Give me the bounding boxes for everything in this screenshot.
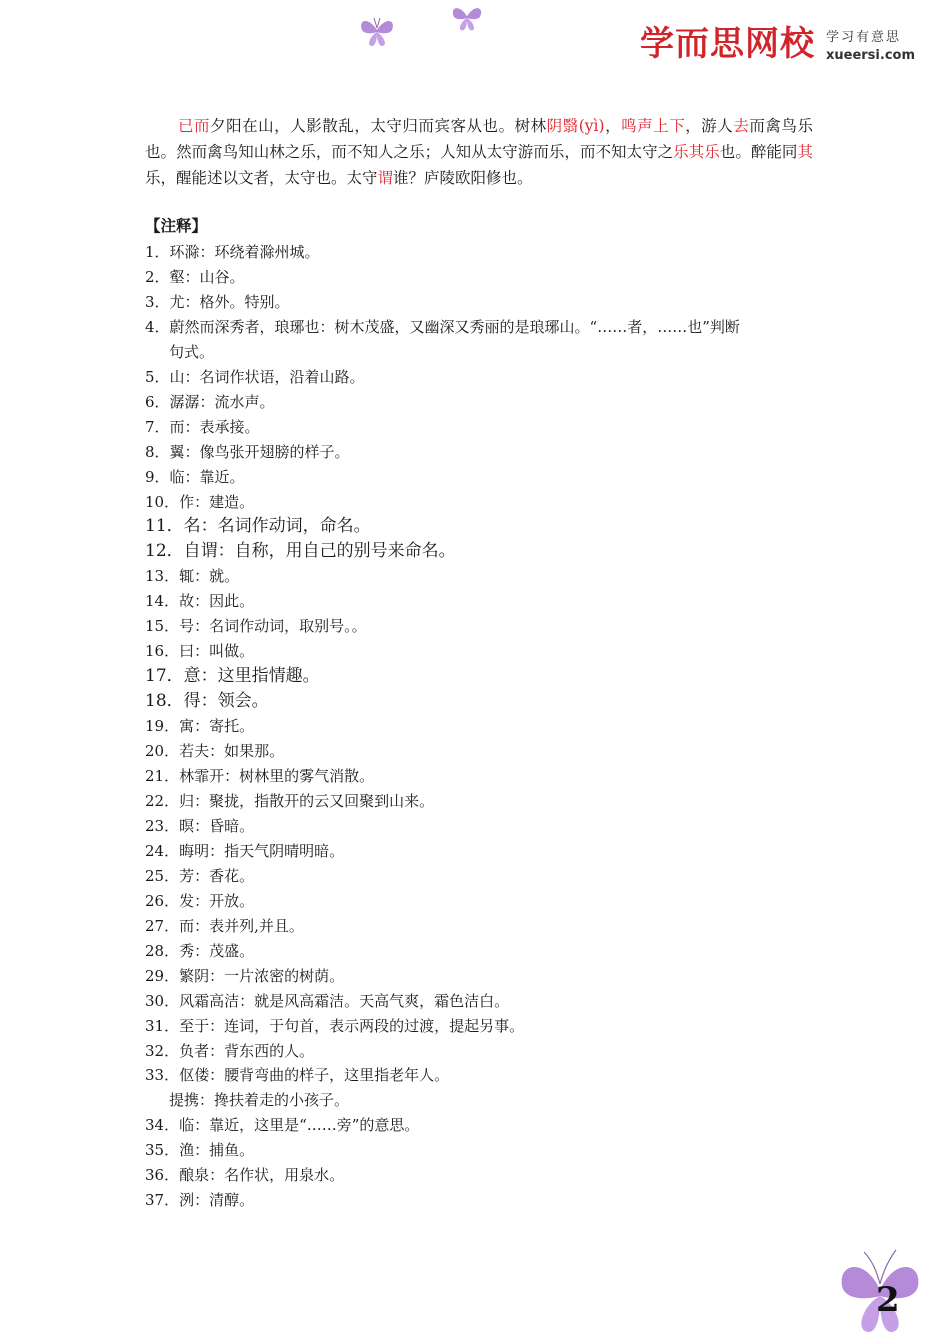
note-number: 17． — [145, 666, 184, 687]
note-number: 26． — [145, 891, 180, 910]
note-number: 28． — [145, 941, 180, 960]
note-number: 16． — [145, 642, 180, 661]
note-item — [145, 490, 815, 515]
highlight-term: 已而 — [178, 117, 211, 135]
note-number: 27． — [145, 916, 180, 935]
logo-slogan: 学习有意思 — [826, 30, 902, 45]
note-item — [145, 889, 815, 914]
note-text: 暝：昏暗。 — [179, 816, 255, 835]
note-number: 11． — [145, 516, 184, 537]
note-text: 故：因此。 — [179, 592, 255, 611]
note-number: 6． — [145, 392, 170, 411]
note-number: 8． — [145, 442, 170, 461]
butterfly-icon — [450, 2, 484, 34]
note-number: 36． — [145, 1166, 180, 1185]
note-number: 12． — [145, 541, 184, 562]
note-number: 2． — [145, 267, 170, 286]
note-item — [145, 764, 815, 789]
butterfly-icon — [358, 14, 396, 50]
note-text: 风霜高洁：就是风高霜洁。天高气爽，霜色洁白。 — [179, 991, 510, 1010]
logo-main-text: 学而思网校 — [640, 24, 815, 64]
note-item — [145, 789, 815, 814]
note-item — [145, 440, 815, 465]
note-item — [145, 664, 815, 689]
note-item — [145, 689, 815, 714]
note-text: 负者：背东西的人。 — [179, 1041, 315, 1060]
note-number: 10． — [145, 492, 180, 511]
note-number: 29． — [145, 966, 180, 985]
note-number: 3． — [145, 292, 170, 311]
note-item — [145, 315, 815, 340]
note-item — [145, 989, 815, 1014]
note-item — [145, 739, 815, 764]
highlight-term: 阴翳(yì) — [546, 117, 605, 135]
note-item — [145, 1063, 815, 1088]
note-number: 7． — [145, 417, 170, 436]
note-text: 至于：连词，于句首，表示两段的过渡，提起另事。 — [179, 1016, 525, 1035]
note-item — [145, 1188, 815, 1213]
note-item — [145, 839, 815, 864]
note-text: 山：名词作状语，沿着山路。 — [169, 367, 365, 386]
passage-text: 谁？庐陵欧阳修也。 — [393, 169, 533, 187]
note-item — [145, 639, 815, 664]
note-text: 临：靠近。 — [169, 467, 245, 486]
note-number: 5． — [145, 367, 170, 386]
note-text: 寓：寄托。 — [179, 717, 255, 736]
highlight-term: 其 — [797, 143, 813, 161]
note-item — [145, 1014, 815, 1039]
note-item — [145, 365, 815, 390]
note-text: 伛偻：腰背弯曲的样子，这里指老年人。 — [179, 1066, 450, 1085]
notes-list — [145, 240, 815, 1213]
note-number: 1． — [145, 243, 170, 261]
passage-text: 也。醉能同 — [719, 143, 798, 161]
note-number: 33． — [145, 1066, 180, 1085]
note-text: 得：领会。 — [183, 691, 269, 712]
note-item — [145, 714, 815, 739]
note-text: 渔：捕鱼。 — [179, 1141, 255, 1160]
note-text: 发：开放。 — [179, 891, 255, 910]
note-number: 31． — [145, 1016, 180, 1035]
note-item — [145, 814, 815, 839]
note-text: 尤：格外。特别。 — [169, 292, 290, 311]
note-item — [145, 539, 815, 564]
highlight-term: 去 — [733, 117, 750, 135]
note-number: 35． — [145, 1141, 180, 1160]
note-number: 13． — [145, 567, 180, 586]
note-text: 临：靠近，这里是“……旁”的意思。 — [179, 1116, 420, 1135]
note-number: 37． — [145, 1191, 180, 1210]
note-item — [145, 390, 815, 415]
note-number: 15． — [145, 617, 180, 636]
note-text: 曰：叫做。 — [179, 642, 255, 661]
note-item — [145, 415, 815, 440]
note-number: 30． — [145, 991, 180, 1010]
page-number: 2 — [876, 1280, 900, 1320]
note-number: 25． — [145, 866, 180, 885]
note-text: 晦明：指天气阴晴明暗。 — [179, 841, 345, 860]
note-text: 林霏开：树林里的雾气消散。 — [179, 767, 375, 786]
note-item — [145, 1163, 815, 1188]
classical-passage — [145, 113, 813, 191]
note-text: 繁阴：一片浓密的树荫。 — [179, 966, 345, 985]
note-text: 归：聚拢，指散开的云又回聚到山来。 — [179, 791, 435, 810]
note-number: 34． — [145, 1116, 180, 1135]
notes-title: 【注释】 — [145, 216, 208, 235]
note-number: 22． — [145, 791, 180, 810]
note-item — [145, 564, 815, 589]
note-text: 而：表承接。 — [169, 417, 260, 436]
note-item — [145, 465, 815, 490]
note-item — [145, 1113, 815, 1138]
note-text: 芳：香花。 — [179, 866, 255, 885]
note-text: 翼：像鸟张开翅膀的样子。 — [169, 442, 350, 461]
note-text: 名：名词作动词，命名。 — [183, 516, 371, 537]
note-text: 自谓：自称，用自己的别号来命名。 — [183, 541, 456, 562]
highlight-term: 谓 — [377, 169, 394, 187]
note-item — [145, 290, 815, 315]
note-text: 壑：山谷。 — [169, 267, 245, 286]
note-item — [145, 864, 815, 889]
note-item — [145, 589, 815, 614]
note-text: 意：这里指情趣。 — [183, 666, 320, 687]
passage-text: ，游人 — [685, 117, 734, 135]
note-text: 蔚然而深秀者，琅琊也：树木茂盛，又幽深又秀丽的是琅琊山。“……者，……也”判断 — [169, 317, 740, 336]
note-number: 20． — [145, 742, 180, 761]
note-text: 洌：清醇。 — [179, 1191, 255, 1210]
note-number: 18． — [145, 691, 184, 712]
note-number: 21． — [145, 767, 180, 786]
note-item — [145, 914, 815, 939]
note-text: 环滁：环绕着滁州城。 — [169, 243, 320, 261]
note-item — [145, 240, 815, 265]
note-text: 若夫：如果那。 — [179, 742, 285, 761]
note-number: 9． — [145, 467, 170, 486]
note-continuation: 句式。 — [169, 342, 215, 361]
note-text: 而：表并列,并且。 — [179, 916, 304, 935]
note-text: 辄：就。 — [179, 567, 240, 586]
highlight-term: 鸣声上下 — [621, 117, 686, 135]
note-item — [145, 265, 815, 290]
passage-text: 而禽鸟乐也。然而禽鸟知山林之乐，而不知人之乐；人知从太守游而乐，而不知太守之 — [145, 117, 813, 161]
note-text: 作：建造。 — [179, 492, 255, 511]
note-number: 24． — [145, 841, 180, 860]
passage-text: 夕阳在山，人影散乱，太守归而宾客从也。树林 — [210, 117, 547, 135]
note-number: 14． — [145, 592, 180, 611]
xueersi-logo — [640, 24, 930, 68]
passage-text: 乐，醒能述以文者，太守也。太守 — [145, 169, 378, 187]
note-text: 潺潺：流水声。 — [169, 392, 275, 411]
note-text: 秀：茂盛。 — [179, 941, 255, 960]
note-continuation: 提携：搀扶着走的小孩子。 — [169, 1091, 350, 1110]
note-number: 19． — [145, 717, 180, 736]
note-text: 酿泉：名作状，用泉水。 — [179, 1166, 345, 1185]
note-item — [145, 614, 815, 639]
note-item — [145, 939, 815, 964]
note-item — [145, 1138, 815, 1163]
note-item — [145, 1039, 815, 1064]
note-text: 号：名词作动词，取别号。。 — [179, 617, 367, 636]
note-item — [145, 964, 815, 989]
highlight-term: 乐其乐 — [673, 143, 720, 161]
logo-domain: xueersi.com — [826, 48, 916, 63]
note-number: 23． — [145, 816, 180, 835]
note-number: 32． — [145, 1041, 180, 1060]
passage-text: ， — [604, 117, 622, 135]
note-item — [145, 514, 815, 539]
note-number: 4． — [145, 317, 170, 336]
